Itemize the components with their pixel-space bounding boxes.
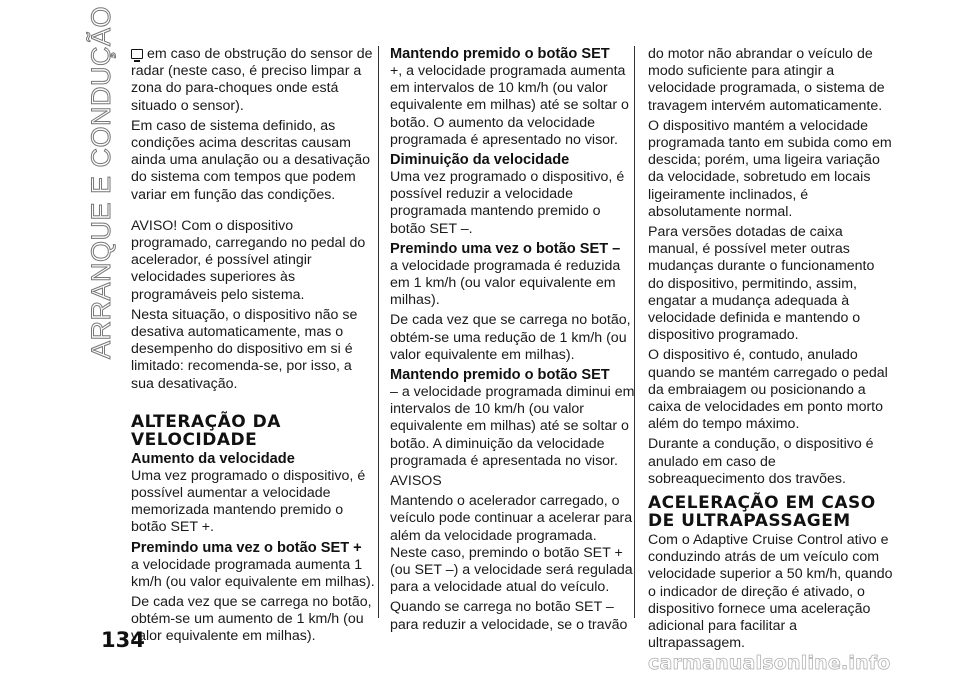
subheading: Premindo uma vez o botão SET + — [131, 539, 362, 556]
subheading: Aumento da velocidade — [131, 450, 295, 467]
bullet-marker-icon — [131, 49, 143, 59]
subheading: Mantendo premido o botão SET — [390, 367, 610, 384]
section-heading: ALTERAÇÃO DA VELOCIDADE — [131, 411, 281, 450]
column-3 — [648, 46, 894, 656]
paragraph: De cada vez que se carrega no botão, obtém-se uma redução de 1 km/h (ou valor equivalente em milhas). — [390, 312, 631, 363]
column-1 — [131, 46, 377, 649]
paragraph: em caso de obstrução do sensor de radar (neste caso, é preciso limpar a zona do para-choques onde está situado o sensor). — [131, 46, 373, 114]
paragraph: a velocidade programada é reduzida em 1 km/h (ou valor equivalente em milhas). — [390, 257, 621, 309]
paragraph: Mantendo o acelerador carregado, o veículo pode continuar a acelerar para além da velocidade programada. Neste caso, premindo o botão SET + (ou SET –) a velocidade será regulada para a velocidade atual do veículo. — [390, 493, 633, 596]
footer-watermark: carmanualsonline.info — [648, 652, 891, 674]
paragraph: – a velocidade programada diminui em intervalos de 10 km/h (ou valor equivalente em milhas) até se soltar o botão. A diminuição da velocidade programada é apresentada no visor. — [390, 384, 635, 469]
paragraph: +, a velocidade programada aumenta em intervalos de 10 km/h (ou valor equivalente em milhas) até se soltar o botão. O aumento da velocidade programada é apresentado no visor. — [390, 63, 629, 148]
paragraph: Uma vez programado o dispositivo, é possível aumentar a velocidade memorizada mantendo premido o botão SET +. — [131, 467, 366, 536]
paragraph: Nesta situação, o dispositivo não se desativa automaticamente, mas o desempenho do dispositivo em si é limitado: recomenda-se, por isso, a sua desativação. — [131, 306, 358, 392]
paragraph: Em caso de sistema definido, as condições acima descritas causam ainda uma anulação ou a desativação do sistema com tempos que podem variar em função das condições. — [131, 117, 370, 203]
paragraph: Com o Adaptive Cruise Control ativo e conduzindo atrás de um veículo com velocidade superior a 50 km/h, quando o indicador de direção é ativado, o dispositivo fornece uma aceleração adicional para facilitar a ultrapassagem. — [648, 532, 893, 652]
paragraph: Durante a condução, o dispositivo é anulado em caso de sobreaquecimento dos travões. — [648, 436, 874, 487]
column-divider — [378, 46, 379, 618]
paragraph: O dispositivo é, contudo, anulado quando se mantém carregado o pedal da embraiagem ou posicionando a caixa de velocidades em ponto morto além do tempo máximo. — [648, 347, 888, 433]
subheading: Diminuição da velocidade — [390, 152, 570, 169]
warnings-label: AVISOS — [390, 473, 442, 490]
paragraph: De cada vez que se carrega no botão, obtém-se um aumento de 1 km/h (ou valor equivalente em milhas). — [131, 594, 372, 645]
paragraph: do motor não abrandar o veículo de modo suficiente para atingir a velocidade programada, o sistema de travagem intervém automaticamente. — [648, 46, 885, 114]
page-number: 134 — [101, 628, 145, 652]
section-heading: ACELERAÇÃO EM CASO DE ULTRAPASSAGEM — [648, 493, 876, 532]
paragraph: O dispositivo mantém a velocidade programada tanto em subida como em descida; porém, uma ligeira variação da velocidade, sobretudo em locais ligeiramente inclinados, é absolutamente normal. — [648, 117, 892, 220]
subheading: Mantendo premido o botão SET — [390, 46, 610, 62]
column-divider — [634, 46, 635, 618]
paragraph: Uma vez programado o dispositivo, é possível reduzir a velocidade programada mantendo premido o botão SET –. — [390, 169, 625, 237]
chapter-side-title-text: ARRANQUE E CONDUÇÃO — [86, 5, 117, 359]
warning-paragraph: AVISO! Com o dispositivo programado, carregando no pedal do acelerador, é possível atingir velocidades superiores às programáveis pelo sistema. — [131, 217, 366, 303]
chapter-side-title — [82, 5, 122, 359]
subheading: Premindo uma vez o botão SET – — [390, 240, 621, 257]
paragraph: Para versões dotadas de caixa manual, é possível meter outras mudanças durante o funcionamento do dispositivo, permitindo, assim, engatar a mudança adequada à velocidade definida e mantendo o dispositivo programado. — [648, 224, 875, 344]
paragraph: a velocidade programada aumenta 1 km/h (ou valor equivalente em milhas). — [131, 556, 375, 590]
column-2 — [390, 46, 636, 637]
paragraph: Quando se carrega no botão SET – para reduzir a velocidade, se o travão — [390, 599, 628, 633]
